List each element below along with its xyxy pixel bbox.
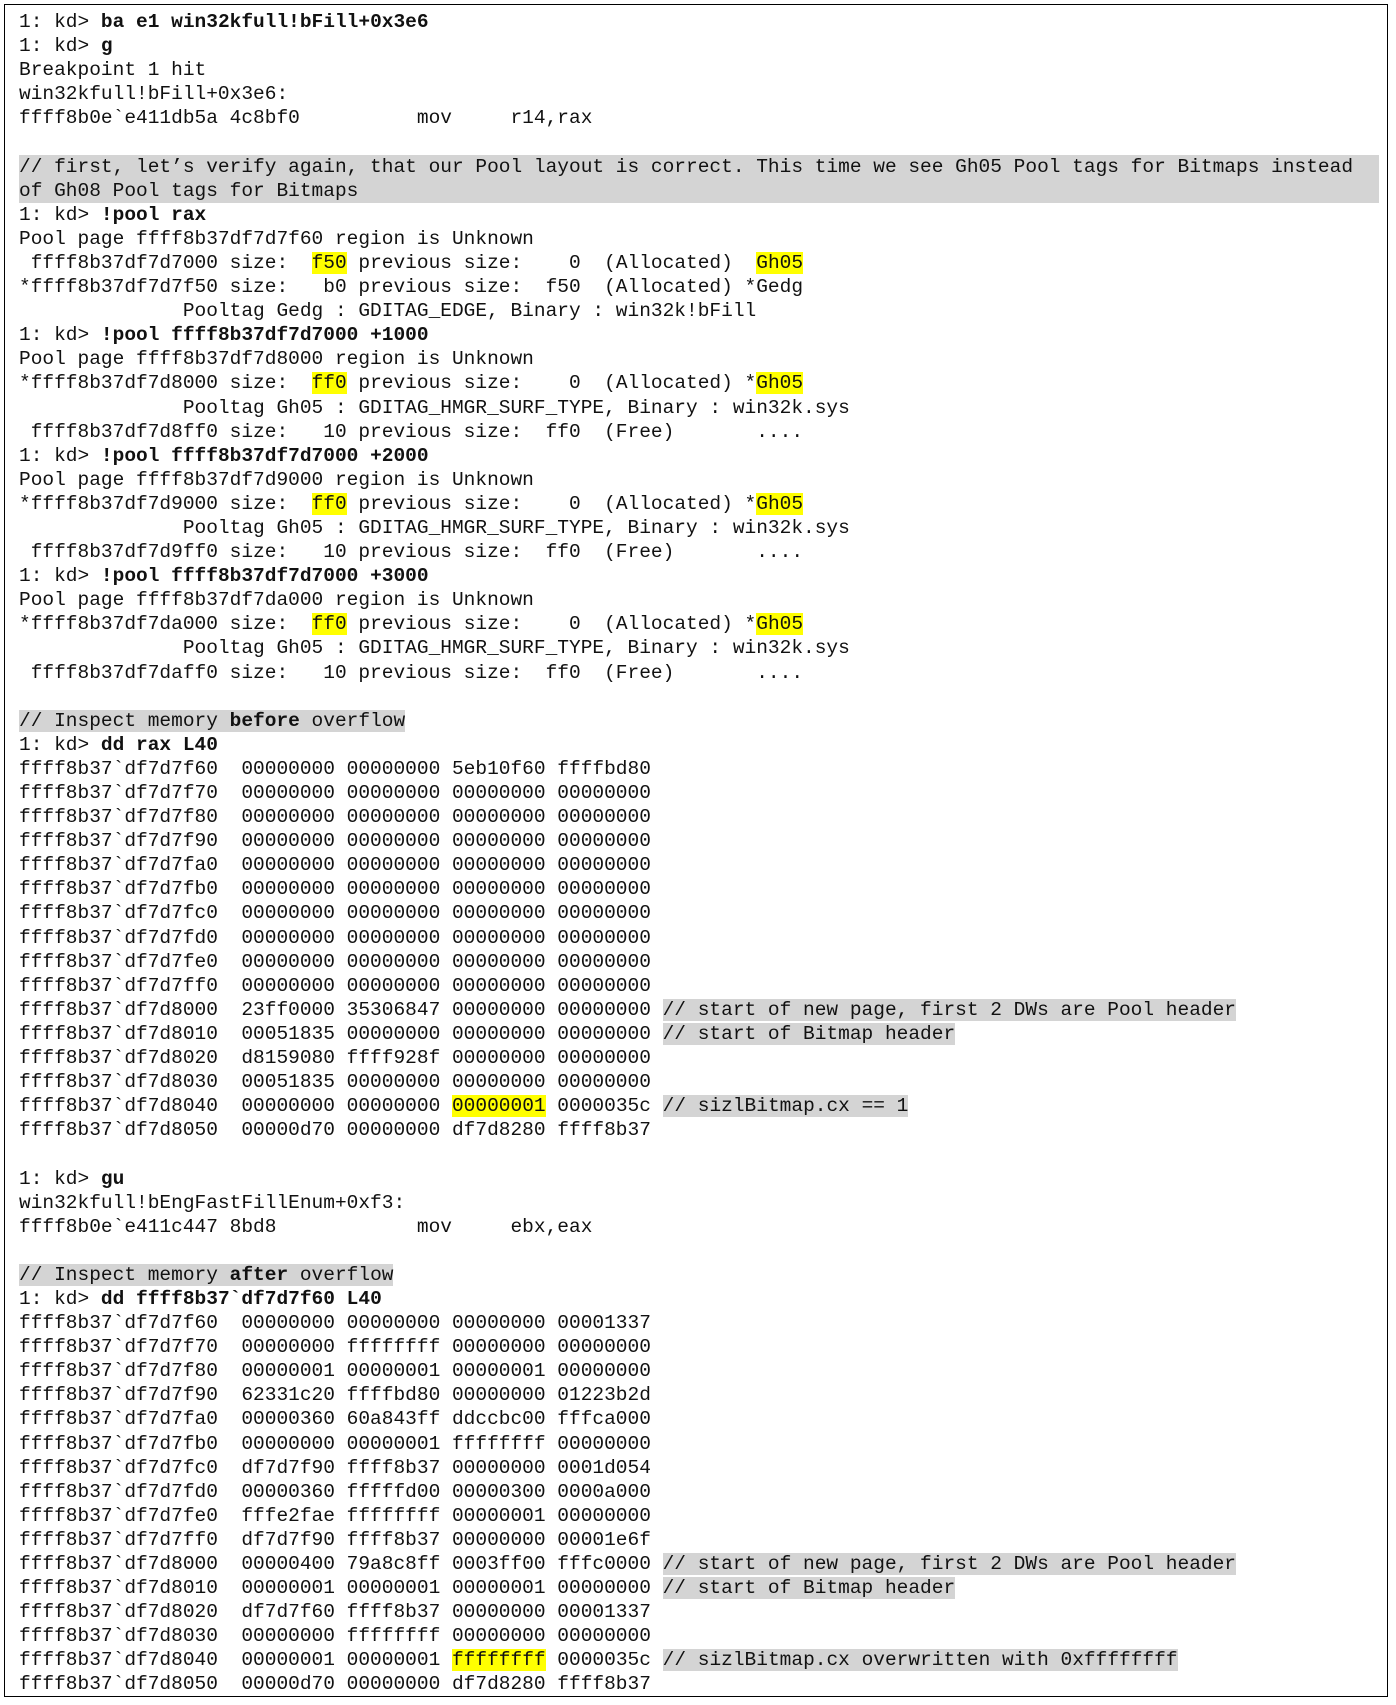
inline-comment: // start of Bitmap header bbox=[662, 1577, 956, 1600]
output-line bbox=[19, 1432, 1379, 1456]
output-text: ffff8b37`df7d8050 00000d70 00000000 df7d8280 ffff8b37 bbox=[19, 1119, 651, 1142]
debugger-command: dd ffff8b37`df7d7f60 L40 bbox=[100, 1287, 382, 1310]
output-line bbox=[19, 1335, 1379, 1359]
command-line bbox=[19, 10, 1379, 34]
kd-prompt: 1: kd> bbox=[19, 203, 101, 226]
command-line bbox=[19, 1287, 1379, 1311]
output-text: win32kfull!bFill+0x3e6: bbox=[19, 83, 289, 106]
highlighted-value: Gh05 bbox=[756, 492, 804, 515]
output-line bbox=[19, 1383, 1379, 1407]
output-text: ffff8b37`df7d7fb0 00000000 00000001 ffffffff 00000000 bbox=[19, 1432, 651, 1455]
output-line bbox=[19, 420, 1379, 444]
output-line bbox=[19, 347, 1379, 371]
debugger-command: !pool ffff8b37df7d7000 +2000 bbox=[100, 444, 429, 467]
output-text: // Inspect memory bbox=[19, 709, 230, 732]
inline-comment: // start of new page, first 2 DWs are Pool header bbox=[662, 998, 1237, 1021]
output-text: ffff8b37`df7d8030 00051835 00000000 00000000 00000000 bbox=[19, 1071, 651, 1094]
blank-line bbox=[19, 685, 1379, 709]
debugger-command: !pool rax bbox=[100, 203, 207, 226]
output-line bbox=[19, 516, 1379, 540]
output-line bbox=[19, 299, 1379, 323]
output-text: ffff8b37`df7d8050 00000d70 00000000 df7d8280 ffff8b37 bbox=[19, 1673, 651, 1696]
output-line bbox=[19, 1576, 1379, 1600]
output-line bbox=[19, 58, 1379, 82]
output-text: Pooltag Gedg : GDITAG_EDGE, Binary : win32k!bFill bbox=[19, 300, 757, 323]
output-line bbox=[19, 1672, 1379, 1696]
output-text: previous size: 0 (Allocated) * bbox=[346, 372, 757, 395]
debugger-command: g bbox=[100, 35, 113, 58]
output-line bbox=[19, 661, 1379, 685]
comment-line bbox=[19, 1263, 1379, 1287]
output-line bbox=[19, 829, 1379, 853]
output-line bbox=[19, 1046, 1379, 1070]
kd-prompt: 1: kd> bbox=[19, 11, 101, 33]
output-text: ffff8b37`df7d8000 23ff0000 35306847 00000000 00000000 bbox=[19, 998, 663, 1021]
output-line bbox=[19, 1624, 1379, 1648]
highlighted-value: 00000001 bbox=[451, 1095, 546, 1118]
debugger-log-frame bbox=[4, 4, 1388, 1697]
output-line bbox=[19, 396, 1379, 420]
output-text: ffff8b37`df7d7f70 00000000 00000000 00000000 00000000 bbox=[19, 782, 651, 804]
output-text: ffff8b0e`e411db5a 4c8bf0 mov r14,rax bbox=[19, 107, 593, 130]
output-text: ffff8b37`df7d7ff0 00000000 00000000 00000000 00000000 bbox=[19, 974, 651, 997]
output-text: Pool page ffff8b37df7d8000 region is Unknown bbox=[19, 348, 534, 371]
comment-line bbox=[19, 709, 1379, 733]
output-line bbox=[19, 106, 1379, 130]
command-line bbox=[19, 1167, 1379, 1191]
output-text: ffff8b0e`e411c447 8bd8 mov ebx,eax bbox=[19, 1215, 593, 1238]
output-line bbox=[19, 588, 1379, 612]
output-text: win32kfull!bEngFastFillEnum+0xf3: bbox=[19, 1191, 406, 1214]
output-text: ffff8b37`df7d7f80 00000000 00000000 00000000 00000000 bbox=[19, 806, 651, 829]
debugger-command: gu bbox=[100, 1167, 125, 1190]
output-line bbox=[19, 251, 1379, 275]
inline-comment: // start of Bitmap header bbox=[662, 1022, 956, 1045]
output-text: ffff8b37`df7d7f70 00000000 ffffffff 00000000 00000000 bbox=[19, 1336, 651, 1359]
output-line bbox=[19, 492, 1379, 516]
emphasis-text: before bbox=[229, 709, 300, 732]
command-line bbox=[19, 733, 1379, 757]
output-line bbox=[19, 468, 1379, 492]
output-line bbox=[19, 1600, 1379, 1624]
output-text: Pool page ffff8b37df7d7f60 region is Unknown bbox=[19, 227, 534, 250]
output-text: Pool page ffff8b37df7d9000 region is Unknown bbox=[19, 468, 534, 491]
output-text: *ffff8b37df7d8000 size: bbox=[19, 372, 312, 395]
output-text: ffff8b37`df7d7f90 62331c20 ffffbd80 00000000 01223b2d bbox=[19, 1384, 651, 1407]
output-text: ffff8b37df7d7000 size: bbox=[19, 251, 312, 274]
blank-line bbox=[19, 1239, 1379, 1263]
output-line bbox=[19, 82, 1379, 106]
inline-comment: // start of new page, first 2 DWs are Pool header bbox=[662, 1553, 1237, 1575]
output-text: ffff8b37`df7d8020 d8159080 ffff928f 00000000 00000000 bbox=[19, 1047, 651, 1070]
kd-prompt: 1: kd> bbox=[19, 1167, 101, 1190]
output-text: ffff8b37`df7d8010 00000001 00000001 00000001 00000000 bbox=[19, 1577, 663, 1600]
kd-session-log bbox=[19, 10, 1379, 1697]
output-text: ffff8b37`df7d7fc0 00000000 00000000 00000000 00000000 bbox=[19, 902, 651, 925]
kd-prompt: 1: kd> bbox=[19, 35, 101, 58]
output-line bbox=[19, 926, 1379, 950]
debugger-command: !pool ffff8b37df7d7000 +1000 bbox=[100, 324, 429, 347]
debugger-command: ba e1 win32kfull!bFill+0x3e6 bbox=[100, 11, 429, 33]
output-text: previous size: 0 (Allocated) * bbox=[346, 613, 757, 636]
debugger-command: !pool ffff8b37df7d7000 +3000 bbox=[100, 565, 429, 588]
output-text: ffff8b37`df7d7fd0 00000000 00000000 00000000 00000000 bbox=[19, 926, 651, 949]
highlighted-value: Gh05 bbox=[756, 372, 804, 395]
output-line bbox=[19, 227, 1379, 251]
highlighted-value: f50 bbox=[311, 251, 347, 274]
output-text: overflow bbox=[288, 1263, 394, 1286]
output-text: ffff8b37`df7d7f60 00000000 00000000 5eb10f60 ffffbd80 bbox=[19, 757, 651, 780]
output-text: ffff8b37`df7d7fa0 00000360 60a843ff ddccbc00 fffca000 bbox=[19, 1408, 651, 1431]
output-text: ffff8b37df7daff0 size: 10 previous size: ff0 (Free) .... bbox=[19, 661, 804, 684]
output-line bbox=[19, 1022, 1379, 1046]
output-line bbox=[19, 901, 1379, 925]
output-text: previous size: 0 (Allocated) * bbox=[346, 492, 757, 515]
output-text: ffff8b37`df7d7fe0 fffe2fae ffffffff 00000001 00000000 bbox=[19, 1504, 651, 1527]
inline-comment: // sizlBitmap.cx == 1 bbox=[662, 1095, 909, 1118]
highlighted-value: Gh05 bbox=[756, 613, 804, 636]
command-line bbox=[19, 34, 1379, 58]
inline-comment: // sizlBitmap.cx overwritten with 0xffffffff bbox=[662, 1649, 1178, 1672]
command-line bbox=[19, 323, 1379, 347]
command-line bbox=[19, 203, 1379, 227]
output-text: ffff8b37`df7d7fb0 00000000 00000000 00000000 00000000 bbox=[19, 878, 651, 901]
output-text: ffff8b37`df7d7fc0 df7d7f90 ffff8b37 00000000 0001d054 bbox=[19, 1456, 651, 1479]
output-line bbox=[19, 1552, 1379, 1576]
output-text: ffff8b37`df7d7f60 00000000 00000000 00000000 00001337 bbox=[19, 1312, 651, 1335]
output-text: 0000035c bbox=[545, 1095, 663, 1118]
highlighted-value: ff0 bbox=[311, 492, 347, 515]
output-text: Pooltag Gh05 : GDITAG_HMGR_SURF_TYPE, Binary : win32k.sys bbox=[19, 637, 850, 660]
output-text: previous size: 0 (Allocated) bbox=[346, 251, 757, 274]
output-line bbox=[19, 998, 1379, 1022]
kd-prompt: 1: kd> bbox=[19, 1287, 101, 1310]
output-line bbox=[19, 1191, 1379, 1215]
output-text: ffff8b37df7d9ff0 size: 10 previous size: ff0 (Free) .... bbox=[19, 541, 804, 564]
output-line bbox=[19, 757, 1379, 781]
output-line bbox=[19, 1504, 1379, 1528]
output-line bbox=[19, 974, 1379, 998]
kd-prompt: 1: kd> bbox=[19, 733, 101, 756]
output-line bbox=[19, 1480, 1379, 1504]
analysis-comment: // first, let’s verify again, that our Pool layout is correct. This time we see Gh05 Pool tags for Bitmaps instead of Gh08 Pool tags for Bitmaps bbox=[19, 155, 1379, 203]
output-line bbox=[19, 853, 1379, 877]
highlighted-value: Gh05 bbox=[756, 251, 804, 274]
emphasis-text: after bbox=[229, 1263, 289, 1286]
output-text: 0000035c bbox=[545, 1649, 663, 1672]
output-line bbox=[19, 950, 1379, 974]
output-text: ffff8b37`df7d8040 00000000 00000000 bbox=[19, 1095, 452, 1118]
output-text: ffff8b37`df7d7fe0 00000000 00000000 00000000 00000000 bbox=[19, 950, 651, 973]
output-text: ffff8b37`df7d8010 00051835 00000000 00000000 00000000 bbox=[19, 1022, 663, 1045]
output-line bbox=[19, 1311, 1379, 1335]
highlighted-value: ff0 bbox=[311, 372, 347, 395]
output-line bbox=[19, 877, 1379, 901]
kd-prompt: 1: kd> bbox=[19, 324, 101, 347]
output-text: ffff8b37`df7d8040 00000001 00000001 bbox=[19, 1649, 452, 1672]
output-text: Pooltag Gh05 : GDITAG_HMGR_SURF_TYPE, Binary : win32k.sys bbox=[19, 396, 850, 419]
output-text: ffff8b37`df7d7fa0 00000000 00000000 00000000 00000000 bbox=[19, 854, 651, 877]
output-text: ffff8b37`df7d8000 00000400 79a8c8ff 0003ff00 fffc0000 bbox=[19, 1553, 663, 1575]
output-text: ffff8b37`df7d8020 df7d7f60 ffff8b37 00000000 00001337 bbox=[19, 1601, 651, 1624]
output-line bbox=[19, 371, 1379, 395]
output-line bbox=[19, 805, 1379, 829]
output-text: // Inspect memory bbox=[19, 1263, 230, 1286]
output-text: *ffff8b37df7da000 size: bbox=[19, 613, 312, 636]
command-line bbox=[19, 444, 1379, 468]
output-line bbox=[19, 1456, 1379, 1480]
output-text: *ffff8b37df7d7f50 size: b0 previous size: f50 (Allocated) *Gedg bbox=[19, 276, 804, 299]
output-text: Pool page ffff8b37df7da000 region is Unknown bbox=[19, 589, 534, 612]
output-line bbox=[19, 1648, 1379, 1672]
output-text: ffff8b37`df7d7f80 00000001 00000001 00000001 00000000 bbox=[19, 1360, 651, 1383]
output-text: *ffff8b37df7d9000 size: bbox=[19, 492, 312, 515]
output-text: ffff8b37`df7d8030 00000000 ffffffff 00000000 00000000 bbox=[19, 1625, 651, 1648]
output-text: Breakpoint 1 hit bbox=[19, 59, 207, 82]
output-line bbox=[19, 1118, 1379, 1142]
output-text: Pooltag Gh05 : GDITAG_HMGR_SURF_TYPE, Binary : win32k.sys bbox=[19, 516, 850, 539]
command-line bbox=[19, 564, 1379, 588]
output-line bbox=[19, 636, 1379, 660]
output-text: ffff8b37`df7d7ff0 df7d7f90 ffff8b37 00000000 00001e6f bbox=[19, 1528, 651, 1551]
highlighted-value: ffffffff bbox=[451, 1649, 546, 1672]
output-line bbox=[19, 1094, 1379, 1118]
highlighted-value: ff0 bbox=[311, 613, 347, 636]
blank-line bbox=[19, 130, 1379, 154]
output-line bbox=[19, 275, 1379, 299]
output-text: ffff8b37df7d8ff0 size: 10 previous size: ff0 (Free) .... bbox=[19, 420, 804, 443]
output-text: overflow bbox=[299, 709, 406, 732]
output-line bbox=[19, 1215, 1379, 1239]
output-line bbox=[19, 540, 1379, 564]
comment-line bbox=[19, 155, 1379, 203]
output-text: ffff8b37`df7d7f90 00000000 00000000 00000000 00000000 bbox=[19, 830, 651, 853]
output-line bbox=[19, 781, 1379, 805]
debugger-command: dd rax L40 bbox=[100, 733, 218, 756]
output-line bbox=[19, 1528, 1379, 1552]
kd-prompt: 1: kd> bbox=[19, 565, 101, 588]
blank-line bbox=[19, 1142, 1379, 1166]
output-line bbox=[19, 612, 1379, 636]
kd-prompt: 1: kd> bbox=[19, 444, 101, 467]
output-text: ffff8b37`df7d7fd0 00000360 fffffd00 00000300 0000a000 bbox=[19, 1480, 651, 1503]
output-line bbox=[19, 1070, 1379, 1094]
output-line bbox=[19, 1359, 1379, 1383]
output-line bbox=[19, 1407, 1379, 1431]
